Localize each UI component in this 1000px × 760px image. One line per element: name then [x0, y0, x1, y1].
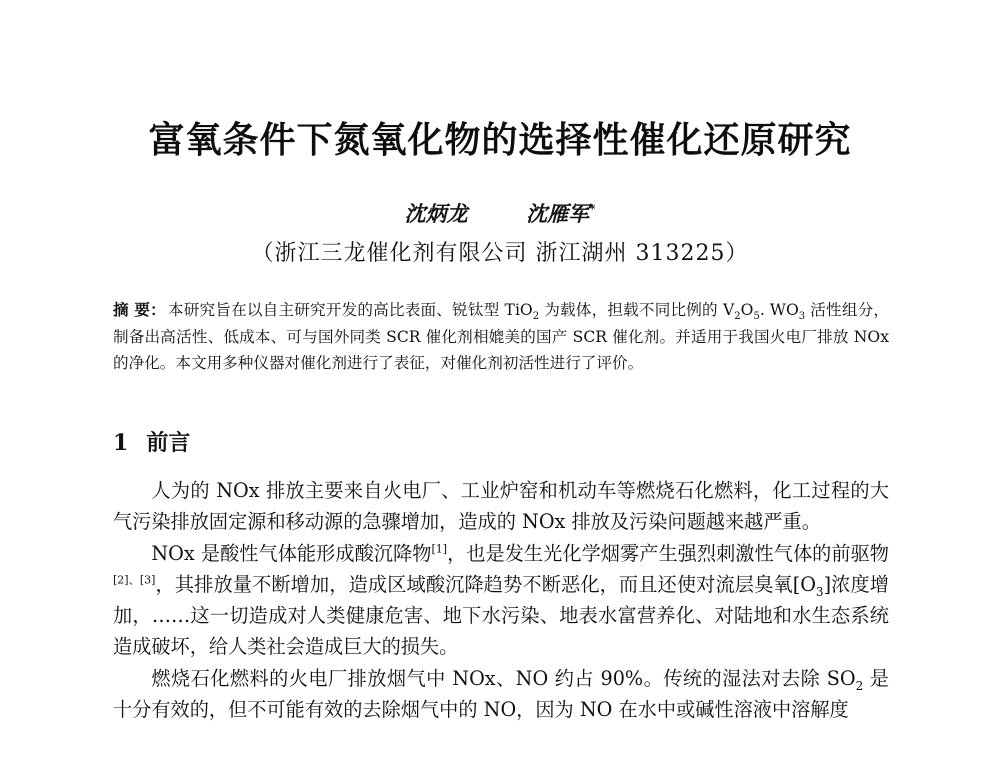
paragraph-text: 人为的 NOx 排放主要来自火电厂、工业炉窑和机动车等燃烧石化燃料，化工过程的大气污染排放固定源和移动源的急骤增加，造成的 NOx 排放及污染问题越来越严重。	[113, 479, 889, 534]
section-number: 1	[113, 430, 129, 456]
body-text	[113, 475, 889, 725]
abstract-label: 摘 要：	[113, 300, 166, 319]
paragraph-text: ]浓度增加，……这一切造成对人类健康危害、地下水污染、地表水富营养化、对陆地和水生态系统造成破坏，给人类社会造成巨大的损失。	[113, 572, 889, 659]
abstract-text: 本研究旨在以自主研究开发的高比表面、锐钛型 TiO	[167, 301, 533, 319]
author-line	[0, 198, 1000, 228]
subscript: 2	[532, 311, 540, 323]
paragraph	[113, 663, 889, 726]
paragraph-text: 是十分有效的，但不可能有效的去除烟气中的 NO，因为 NO 在水中或碱性溶液中溶解度	[113, 666, 889, 722]
paragraph-text: NOx 是酸性气体能形成酸沉降物	[151, 541, 432, 565]
abstract-text: . WO	[759, 301, 799, 319]
abstract-text: 为载体，担载不同比例的 V	[539, 301, 735, 319]
abstract-text: O	[740, 301, 754, 319]
paragraph-text: 燃烧石化燃料的火电厂排放烟气中 NOx、NO 约占 90%。传统的湿法对去除 SO	[151, 666, 856, 690]
subscript: 3	[815, 584, 824, 599]
subscript: 2	[855, 678, 864, 693]
citation: [2]、[3]	[113, 573, 156, 587]
paragraph-text: ，其排放量不断增加，造成区域酸沉降趋势不断恶化，而且还使对流层臭氧[O	[155, 572, 816, 596]
author-name	[526, 198, 595, 228]
paragraph	[113, 475, 889, 538]
subscript: 5	[753, 311, 760, 323]
corresponding-author-mark: *	[589, 202, 596, 216]
subscript: 2	[734, 311, 741, 323]
abstract-text: 活性组分，制备出高活性、低成本、可与国外同类 SCR 催化剂相媲美的国产 SCR 催化剂。并适用于我国火电厂排放 NOx 的净化。本文用多种仪器对催化剂进行了表征，对催化剂初活性进行了评价。	[113, 301, 889, 372]
subscript: 3	[798, 311, 806, 323]
paragraph-text: ，也是发生光化学烟雾产生强烈刺激性气体的前驱物	[447, 541, 889, 565]
author-name: 沈炳龙	[404, 201, 468, 226]
paper-title: 富氧条件下氮氧化物的选择性催化还原研究	[148, 120, 852, 161]
paragraph	[113, 538, 889, 663]
abstract	[113, 297, 889, 377]
affiliation: （浙江三龙催化剂有限公司 浙江湖州 313225）	[251, 241, 749, 266]
section-title: 前言	[146, 430, 191, 456]
citation: [1]	[431, 542, 448, 556]
section-heading	[113, 426, 190, 457]
author-name-text: 沈雁军	[526, 201, 590, 226]
